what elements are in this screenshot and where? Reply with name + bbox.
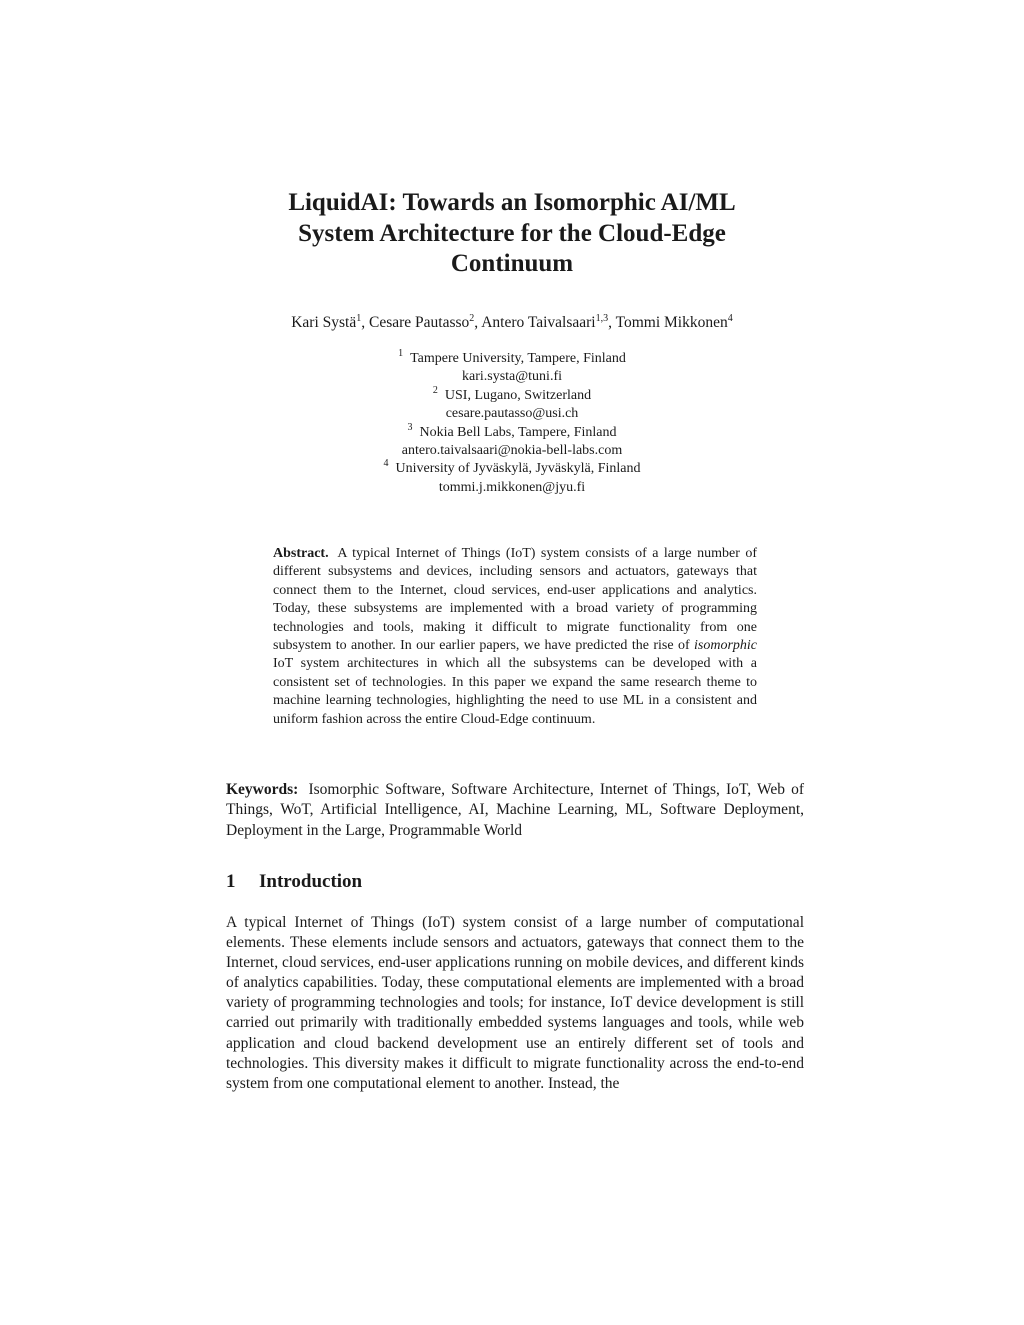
abstract-text-continued: IoT system architectures in which all the subsystems can be developed with a consistent set of technologies. In this paper we expand the same research theme to machine learning technologies, highlighting the need to use ML in a consistent and uniform fashion across the entire Cloud-Edge continuum.	[273, 656, 757, 727]
affiliation-mark: 3	[407, 421, 413, 433]
affiliation-mark: 2	[432, 384, 438, 396]
affiliation-place: University of Jyväskylä, Jyväskylä, Finland	[395, 461, 641, 477]
author-name: Cesare Pautasso	[369, 314, 470, 331]
affiliation-line	[212, 460, 812, 478]
affiliation-email: tommi.j.mikkonen@jyu.fi	[438, 479, 586, 495]
paper-title	[212, 188, 812, 280]
author-affiliation-mark: 1	[356, 313, 362, 324]
author-affiliation-mark: 4	[727, 313, 733, 324]
author-name: Kari Systä	[291, 314, 357, 331]
affiliation-line	[212, 350, 812, 368]
affiliation-place: Nokia Bell Labs, Tampere, Finland	[419, 424, 617, 440]
abstract-text: A typical Internet of Things (IoT) system consists of a large number of different subsystems and devices, including sensors and actuators, gateways that connect them to the Internet, cloud services, end-user applications and analytics. Today, these subsystems are implemented with a broad variety of programming technologies and tools, making it difficult to migrate functionality from one subsystem to another. In our earlier papers, we have predicted the rise of	[273, 546, 757, 654]
affiliation-place: USI, Lugano, Switzerland	[444, 387, 592, 403]
section-title: Introduction	[259, 871, 363, 892]
author-affiliation-mark: 2	[469, 313, 475, 324]
title-line-3: Continuum	[450, 250, 574, 277]
affiliation-mark: 4	[383, 458, 389, 470]
author-list: Kari Systä$^1$, Cesare Pautasso$^2$, Antero Taivalsaari$^{1,3}$, Tommi Mikkonen$^4$	[291, 313, 733, 331]
affiliation-place: Tampere University, Tampere, Finland	[410, 351, 626, 366]
affiliation-line	[212, 421, 812, 442]
abstract-label: Abstract.	[273, 546, 329, 561]
section-number: 1	[226, 871, 236, 892]
abstract-emphasis: isomorphic	[694, 638, 758, 654]
affiliation-email: kari.systa@tuni.fi	[462, 369, 562, 385]
affiliation-email: cesare.pautasso@usi.ch	[445, 406, 579, 422]
title-line-1: LiquidAI: Towards an Isomorphic AI/ML	[288, 189, 736, 216]
affiliation-mark: 1	[398, 348, 404, 359]
affiliation-email: antero.taivalsaari@nokia-bell-labs.com	[401, 443, 623, 459]
title-line-2: System Architecture for the Cloud-Edge	[298, 219, 726, 247]
abstract	[273, 545, 757, 729]
affiliation-list	[212, 350, 812, 497]
keywords-label: Keywords:	[226, 781, 299, 798]
author-affiliation-mark: 1,3	[595, 313, 609, 324]
section-heading	[226, 870, 804, 894]
author-name: Tommi Mikkonen	[615, 314, 728, 331]
affiliation-line	[212, 384, 812, 405]
keywords-text: Isomorphic Software, Software Architecture, Internet of Things, IoT, Web of Things, WoT, Artificial Intelligence, AI, Machine Learning, ML, Software Deployment, Deployment in the Large, Programmable World	[226, 781, 805, 839]
body-paragraph: A typical Internet of Things (IoT) system consist of a large number of computational elements. These elements include sensors and actuators, gateways that connect them to the Internet, cloud services, end-user applications running on mobile devices, and different kinds of analytics capabilities. Today, these computational elements are implemented with a broad variety of programming technologies and tools; for instance, IoT device development is still carried out primarily with traditionally embedded systems languages and tools, while web application and cloud backend development use an entirely different set of tools and technologies. This diversity makes it difficult to migrate functionality across the end-to-end system from one computational element to another. Instead, the	[226, 914, 804, 1092]
author-name: Antero Taivalsaari	[481, 314, 596, 331]
keywords	[226, 780, 804, 841]
